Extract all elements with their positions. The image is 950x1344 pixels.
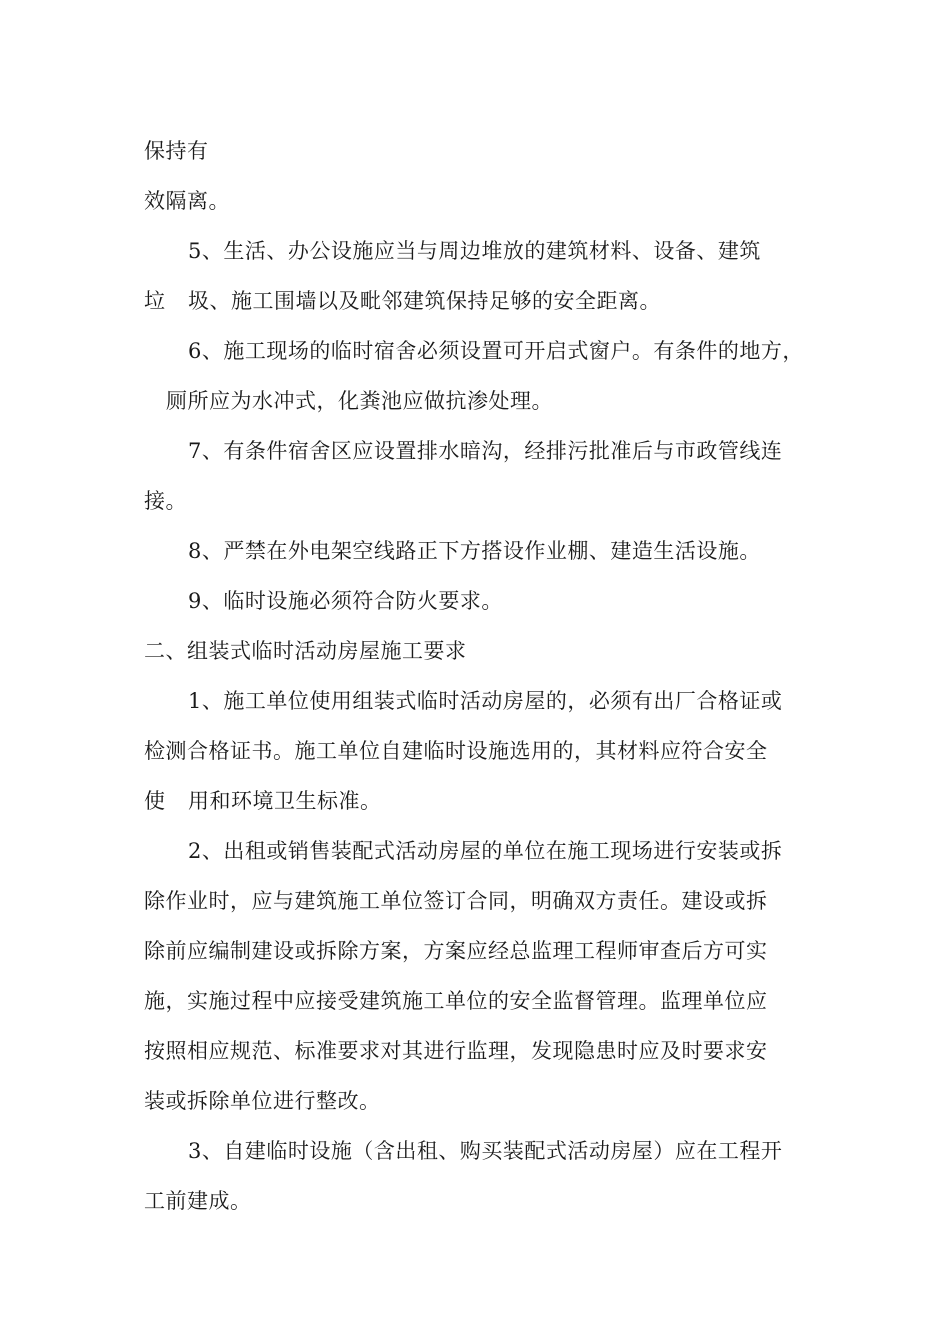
paragraph-7-line-1: 7、有条件宿舍区应设置排水暗沟，经排污批准后与市政管线连 [188,439,783,463]
section2-paragraph-3-line-1: 3、自建临时设施（含出租、购买装配式活动房屋）应在工程开 [188,1139,783,1163]
paragraph-9: 9、临时设施必须符合防火要求。 [188,589,503,613]
section2-paragraph-2-line-4: 施，实施过程中应接受建筑施工单位的安全监督管理。监理单位应 [144,989,768,1013]
paragraph-6-line-2: 厕所应为水冲式，化粪池应做抗渗处理。 [166,389,553,413]
section2-paragraph-2-line-5: 按照相应规范、标准要求对其进行监理，发现隐患时应及时要求安 [144,1039,768,1063]
paragraph-7-line-2: 接。 [144,489,187,513]
paragraph-5-line-1: 5、生活、办公设施应当与周边堆放的建筑材料、设备、建筑 [188,239,761,263]
section2-paragraph-2-line-3: 除前应编制建设或拆除方案，方案应经总监理工程师审查后方可实 [144,939,768,963]
paragraph-8: 8、严禁在外电架空线路正下方搭设作业棚、建造生活设施。 [188,539,761,563]
section2-paragraph-2-line-2: 除作业时，应与建筑施工单位签订合同，明确双方责任。建设或拆 [144,889,768,913]
paragraph-5-line-2b: 圾、施工围墙以及毗邻建筑保持足够的安全距离。 [188,289,661,313]
section2-paragraph-2-line-6: 装或拆除单位进行整改。 [144,1089,381,1113]
section2-paragraph-1-line-2: 检测合格证书。施工单位自建临时设施选用的，其材料应符合安全 [144,739,768,763]
text-line: 效隔离。 [144,189,230,213]
paragraph-5-line-2a: 垃 [144,289,166,313]
paragraph-6-line-1: 6、施工现场的临时宿舍必须设置可开启式窗户。有条件的地方， [188,339,804,363]
section2-paragraph-3-line-2: 工前建成。 [144,1189,252,1213]
section-heading: 二、组装式临时活动房屋施工要求 [144,639,467,663]
section2-paragraph-1-line-3b: 用和环境卫生标准。 [188,789,382,813]
section2-paragraph-2-line-1: 2、出租或销售装配式活动房屋的单位在施工现场进行安装或拆 [188,839,783,863]
section2-paragraph-1-line-1: 1、施工单位使用组装式临时活动房屋的，必须有出厂合格证或 [188,689,783,713]
section2-paragraph-1-line-3a: 使 [144,789,166,813]
text-line: 保持有 [144,139,209,163]
